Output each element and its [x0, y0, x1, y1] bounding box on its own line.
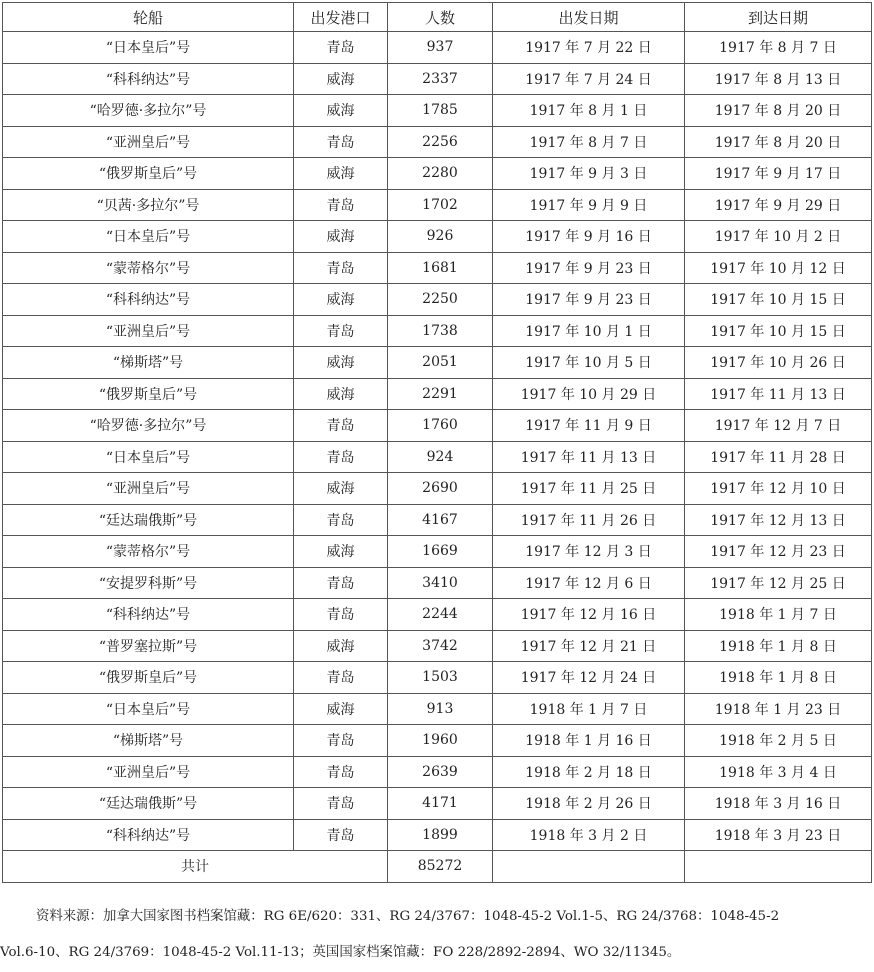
header-departure-date: 出发日期 — [493, 3, 685, 32]
ship-name-cell: “科科纳达”号 — [3, 284, 294, 316]
port-cell: 青岛 — [294, 441, 388, 473]
table-body — [3, 32, 872, 851]
ship-name-cell: “俄罗斯皇后”号 — [3, 158, 294, 190]
port-cell: 威海 — [294, 473, 388, 505]
count-cell: 4171 — [388, 788, 493, 820]
port-cell: 青岛 — [294, 567, 388, 599]
departure-date-cell: 1917 年 9 月 23 日 — [493, 252, 685, 284]
count-cell: 1669 — [388, 536, 493, 568]
table-row — [3, 441, 872, 473]
source-note-line-2: Vol.6-10、RG 24/3769：1048-45-2 Vol.11-13；英国国家档案馆藏：FO 228/2892-2894、WO 32/11345。 — [0, 945, 681, 960]
departure-date-cell: 1917 年 10 月 5 日 — [493, 347, 685, 379]
port-cell: 威海 — [294, 95, 388, 127]
ship-name-cell: “哈罗德·多拉尔”号 — [3, 410, 294, 442]
arrival-date-cell: 1917 年 8 月 13 日 — [685, 63, 872, 95]
table-row — [3, 536, 872, 568]
table-row — [3, 788, 872, 820]
arrival-date-cell: 1917 年 10 月 26 日 — [685, 347, 872, 379]
count-cell: 937 — [388, 32, 493, 64]
table-row — [3, 189, 872, 221]
departure-date-cell: 1917 年 11 月 9 日 — [493, 410, 685, 442]
table-row — [3, 221, 872, 253]
ship-name-cell: “梯斯塔”号 — [3, 725, 294, 757]
arrival-date-cell: 1918 年 1 月 23 日 — [685, 693, 872, 725]
ship-name-cell: “哈罗德·多拉尔”号 — [3, 95, 294, 127]
departure-date-cell: 1917 年 12 月 3 日 — [493, 536, 685, 568]
table-row — [3, 126, 872, 158]
table-row — [3, 252, 872, 284]
total-label: 共计 — [3, 851, 388, 883]
table-row — [3, 662, 872, 694]
count-cell: 1960 — [388, 725, 493, 757]
ship-name-cell: “亚洲皇后”号 — [3, 126, 294, 158]
ship-name-cell: “普罗塞拉斯”号 — [3, 630, 294, 662]
arrival-date-cell: 1917 年 12 月 23 日 — [685, 536, 872, 568]
port-cell: 威海 — [294, 693, 388, 725]
ship-name-cell: “日本皇后”号 — [3, 441, 294, 473]
departure-date-cell: 1917 年 9 月 3 日 — [493, 158, 685, 190]
ship-name-cell: “日本皇后”号 — [3, 221, 294, 253]
count-cell: 2639 — [388, 756, 493, 788]
table-row — [3, 378, 872, 410]
table-row — [3, 95, 872, 127]
count-cell: 1681 — [388, 252, 493, 284]
count-cell: 1785 — [388, 95, 493, 127]
arrival-date-cell: 1917 年 8 月 20 日 — [685, 126, 872, 158]
departure-date-cell: 1917 年 7 月 22 日 — [493, 32, 685, 64]
ship-name-cell: “贝茜·多拉尔”号 — [3, 189, 294, 221]
table-row — [3, 158, 872, 190]
source-note — [0, 898, 874, 972]
port-cell: 青岛 — [294, 410, 388, 442]
count-cell: 2051 — [388, 347, 493, 379]
port-cell: 青岛 — [294, 315, 388, 347]
arrival-date-cell: 1918 年 1 月 8 日 — [685, 630, 872, 662]
port-cell: 青岛 — [294, 599, 388, 631]
port-cell: 青岛 — [294, 788, 388, 820]
ship-name-cell: “蒙蒂格尔”号 — [3, 536, 294, 568]
arrival-date-cell: 1918 年 3 月 16 日 — [685, 788, 872, 820]
count-cell: 913 — [388, 693, 493, 725]
table-row — [3, 599, 872, 631]
total-value: 85272 — [388, 851, 493, 883]
count-cell: 2280 — [388, 158, 493, 190]
departure-date-cell: 1917 年 7 月 24 日 — [493, 63, 685, 95]
ship-name-cell: “日本皇后”号 — [3, 693, 294, 725]
arrival-date-cell: 1917 年 11 月 28 日 — [685, 441, 872, 473]
table-row — [3, 819, 872, 851]
port-cell: 青岛 — [294, 819, 388, 851]
departure-date-cell: 1917 年 9 月 16 日 — [493, 221, 685, 253]
arrival-date-cell: 1918 年 2 月 5 日 — [685, 725, 872, 757]
arrival-date-cell: 1917 年 12 月 25 日 — [685, 567, 872, 599]
count-cell: 1760 — [388, 410, 493, 442]
arrival-date-cell: 1917 年 10 月 12 日 — [685, 252, 872, 284]
port-cell: 青岛 — [294, 32, 388, 64]
ship-name-cell: “俄罗斯皇后”号 — [3, 378, 294, 410]
arrival-date-cell: 1917 年 10 月 15 日 — [685, 284, 872, 316]
count-cell: 2690 — [388, 473, 493, 505]
count-cell: 2337 — [388, 63, 493, 95]
table-row — [3, 630, 872, 662]
header-arrival-date: 到达日期 — [685, 3, 872, 32]
count-cell: 2291 — [388, 378, 493, 410]
arrival-date-cell: 1918 年 1 月 7 日 — [685, 599, 872, 631]
count-cell: 2244 — [388, 599, 493, 631]
table-row — [3, 63, 872, 95]
port-cell: 威海 — [294, 221, 388, 253]
table-row — [3, 504, 872, 536]
ship-name-cell: “亚洲皇后”号 — [3, 473, 294, 505]
ship-name-cell: “亚洲皇后”号 — [3, 315, 294, 347]
count-cell: 2250 — [388, 284, 493, 316]
table-row — [3, 473, 872, 505]
table-row — [3, 756, 872, 788]
table-row — [3, 32, 872, 64]
count-cell: 926 — [388, 221, 493, 253]
ship-name-cell: “科科纳达”号 — [3, 599, 294, 631]
arrival-date-cell: 1917 年 10 月 15 日 — [685, 315, 872, 347]
port-cell: 威海 — [294, 63, 388, 95]
departure-date-cell: 1917 年 12 月 16 日 — [493, 599, 685, 631]
arrival-date-cell: 1917 年 9 月 29 日 — [685, 189, 872, 221]
table-row — [3, 693, 872, 725]
departure-date-cell: 1917 年 11 月 26 日 — [493, 504, 685, 536]
table-row — [3, 315, 872, 347]
header-port: 出发港口 — [294, 3, 388, 32]
arrival-date-cell: 1917 年 10 月 2 日 — [685, 221, 872, 253]
departure-date-cell: 1917 年 11 月 13 日 — [493, 441, 685, 473]
arrival-date-cell: 1917 年 9 月 17 日 — [685, 158, 872, 190]
table-header — [3, 3, 872, 32]
arrival-date-cell: 1917 年 11 月 13 日 — [685, 378, 872, 410]
departure-date-cell: 1917 年 10 月 1 日 — [493, 315, 685, 347]
table-row — [3, 725, 872, 757]
ship-name-cell: “科科纳达”号 — [3, 63, 294, 95]
arrival-date-cell: 1917 年 12 月 13 日 — [685, 504, 872, 536]
count-cell: 1702 — [388, 189, 493, 221]
port-cell: 青岛 — [294, 662, 388, 694]
count-cell: 1503 — [388, 662, 493, 694]
departure-date-cell: 1918 年 1 月 7 日 — [493, 693, 685, 725]
departure-date-cell: 1917 年 12 月 21 日 — [493, 630, 685, 662]
total-empty-cell — [493, 851, 685, 883]
ship-name-cell: “蒙蒂格尔”号 — [3, 252, 294, 284]
port-cell: 威海 — [294, 630, 388, 662]
arrival-date-cell: 1917 年 8 月 7 日 — [685, 32, 872, 64]
departure-date-cell: 1917 年 8 月 1 日 — [493, 95, 685, 127]
count-cell: 1899 — [388, 819, 493, 851]
departure-date-cell: 1917 年 11 月 25 日 — [493, 473, 685, 505]
port-cell: 威海 — [294, 284, 388, 316]
ship-name-cell: “安提罗科斯”号 — [3, 567, 294, 599]
departure-date-cell: 1918 年 2 月 26 日 — [493, 788, 685, 820]
ship-name-cell: “亚洲皇后”号 — [3, 756, 294, 788]
count-cell: 2256 — [388, 126, 493, 158]
total-row — [3, 851, 872, 883]
arrival-date-cell: 1918 年 1 月 8 日 — [685, 662, 872, 694]
total-empty-cell — [685, 851, 872, 883]
port-cell: 威海 — [294, 536, 388, 568]
source-note-line-1: 资料来源：加拿大国家图书档案馆藏：RG 6E/620：331、RG 24/3767：1048-45-2 Vol.1-5、RG 24/3768：1048-45-2 — [36, 909, 780, 924]
ship-name-cell: “廷达瑞俄斯”号 — [3, 504, 294, 536]
port-cell: 青岛 — [294, 126, 388, 158]
table-footer — [3, 851, 872, 883]
arrival-date-cell: 1917 年 8 月 20 日 — [685, 95, 872, 127]
header-row — [3, 3, 872, 32]
arrival-date-cell: 1917 年 12 月 10 日 — [685, 473, 872, 505]
port-cell: 青岛 — [294, 252, 388, 284]
departure-date-cell: 1917 年 12 月 24 日 — [493, 662, 685, 694]
departure-date-cell: 1917 年 10 月 29 日 — [493, 378, 685, 410]
ship-name-cell: “廷达瑞俄斯”号 — [3, 788, 294, 820]
port-cell: 青岛 — [294, 189, 388, 221]
port-cell: 威海 — [294, 347, 388, 379]
count-cell: 1738 — [388, 315, 493, 347]
departure-date-cell: 1918 年 2 月 18 日 — [493, 756, 685, 788]
table-row — [3, 567, 872, 599]
ship-table — [2, 2, 872, 883]
port-cell: 青岛 — [294, 756, 388, 788]
ship-name-cell: “俄罗斯皇后”号 — [3, 662, 294, 694]
ship-name-cell: “梯斯塔”号 — [3, 347, 294, 379]
count-cell: 924 — [388, 441, 493, 473]
port-cell: 威海 — [294, 158, 388, 190]
port-cell: 青岛 — [294, 504, 388, 536]
port-cell: 威海 — [294, 378, 388, 410]
table-row — [3, 347, 872, 379]
ship-name-cell: “科科纳达”号 — [3, 819, 294, 851]
departure-date-cell: 1917 年 12 月 6 日 — [493, 567, 685, 599]
table-row — [3, 410, 872, 442]
port-cell: 青岛 — [294, 725, 388, 757]
departure-date-cell: 1917 年 8 月 7 日 — [493, 126, 685, 158]
count-cell: 3410 — [388, 567, 493, 599]
arrival-date-cell: 1917 年 12 月 7 日 — [685, 410, 872, 442]
departure-date-cell: 1918 年 1 月 16 日 — [493, 725, 685, 757]
header-ship: 轮船 — [3, 3, 294, 32]
count-cell: 4167 — [388, 504, 493, 536]
arrival-date-cell: 1918 年 3 月 4 日 — [685, 756, 872, 788]
departure-date-cell: 1918 年 3 月 2 日 — [493, 819, 685, 851]
departure-date-cell: 1917 年 9 月 23 日 — [493, 284, 685, 316]
table-row — [3, 284, 872, 316]
header-count: 人数 — [388, 3, 493, 32]
count-cell: 3742 — [388, 630, 493, 662]
departure-date-cell: 1917 年 9 月 9 日 — [493, 189, 685, 221]
arrival-date-cell: 1918 年 3 月 23 日 — [685, 819, 872, 851]
ship-name-cell: “日本皇后”号 — [3, 32, 294, 64]
